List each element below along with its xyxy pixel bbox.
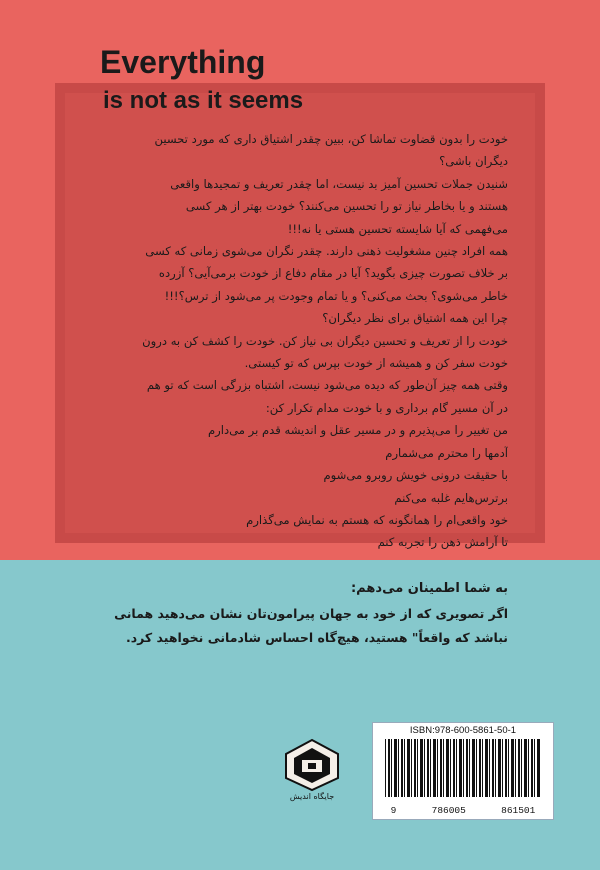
body-line: می‌فهمی که آیا شایسته تحسین هستی یا نه!!! — [287, 221, 508, 236]
body-line: خودت را بدون قضاوت تماشا کن، ببین چقدر اشتیاق داری که مورد تحسین — [154, 132, 508, 146]
barcode-digits-left: 786005 — [431, 805, 466, 816]
body-line: برترس‌هایم غلبه می‌کنم — [394, 490, 508, 505]
publisher-logo-icon — [282, 738, 342, 792]
body-line: آدمها را محترم می‌شمارم — [385, 445, 508, 460]
reassurance-heading: به شما اطمینان می‌دهم: — [350, 581, 508, 596]
body-line: تا آرامش ذهن را تجربه کنم — [377, 535, 508, 550]
body-line: خود واقعی‌ام را همانگونه که هستم به نمایش می‌گذارم — [246, 512, 508, 527]
barcode-digits-right: 861501 — [501, 805, 536, 816]
body-line: هستند و یا بخاطر نیاز تو را تحسین می‌کنند؟ خودت بهتر از هر کسی — [185, 199, 508, 214]
reassurance-block — [38, 576, 508, 650]
body-line: خودت را از تعریف و تحسین دیگران بی نیاز کن. خودت را کشف کن به درون — [142, 333, 508, 348]
reassurance-line: نباشد که واقعاً" هستید، هیچ‌گاه احساس شادمانی نخواهید کرد. — [125, 630, 508, 645]
barcode-digits — [373, 805, 553, 816]
body-line: وقتی همه چیز آن‌طور که دیده می‌شود نیست، اشتباه بزرگی است که تو هم — [146, 378, 508, 393]
isbn-label: ISBN:978-600-5861-50-1 — [409, 725, 517, 736]
body-line: دیگران باشی؟ — [439, 154, 508, 169]
body-line: شنیدن جملات تحسین آمیز بد نیست، اما چقدر تعریف و تمجیدها واقعی — [170, 176, 508, 191]
body-line: بر خلاف تصورت چیزی بگوید؟ آیا در مقام دفاع از خودت برمی‌آیی؟ آزرده — [158, 266, 508, 281]
body-line: با حقیقت درونی خویش روبرو می‌شوم — [323, 468, 508, 483]
publisher-name: جایگاه اندیش — [289, 792, 335, 801]
body-line: خاطر می‌شوی؟ بحث می‌کنی؟ و یا تمام وجودت پر می‌شود از ترس؟!!! — [164, 288, 508, 303]
barcode — [372, 722, 554, 820]
title-line-1: Everything — [100, 44, 266, 80]
body-line: من تغییر را می‌پذیرم و در مسیر عقل و اندیشه قدم بر می‌دارم — [207, 423, 508, 438]
reassurance-line: اگر تصویری که از خود به جهان پیرامون‌تان نشان می‌دهید همانی — [114, 606, 508, 621]
publisher-logo — [282, 738, 342, 808]
body-line: همه افراد چنین مشغولیت ذهنی دارند. چقدر نگران می‌شوی زمانی که کسی — [145, 244, 508, 259]
body-text — [78, 128, 508, 554]
title-line-2: is not as it seems — [103, 87, 304, 114]
body-line: خودت سفر کن و همیشه از خودت بپرس که تو کیستی. — [244, 356, 508, 371]
body-line: چرا این همه اشتیاق برای نظر دیگران؟ — [322, 311, 508, 326]
body-line: در آن مسیر گام برداری و با خودت مدام تکرار کن: — [265, 400, 508, 415]
barcode-bars — [385, 739, 541, 797]
barcode-digit-prefix: 9 — [390, 805, 397, 816]
